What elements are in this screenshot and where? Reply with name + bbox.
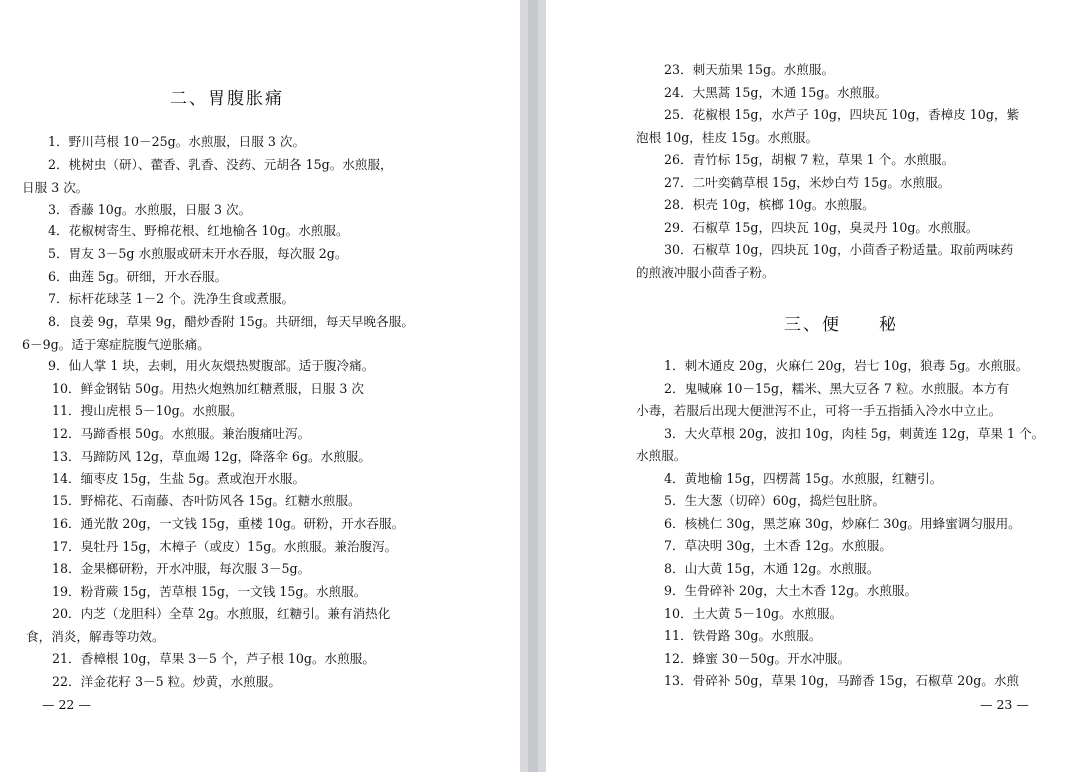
text-line: 4．黄地榆 15g，四楞蒿 15g。水煎服，红糖引。 — [664, 471, 943, 486]
text-line: 14．缅枣皮 15g，生盐 5g。煮或泡开水服。 — [52, 471, 306, 486]
text-line: 6．核桃仁 30g，黑芝麻 30g，炒麻仁 30g。用蜂蜜调匀服用。 — [664, 516, 1021, 531]
text-line: 7．标杆花球茎 1－2 个。洗净生食或煮服。 — [48, 291, 295, 306]
text-line: 3．大火草根 20g，波扣 10g，肉桂 5g，刺黄连 12g，草果 1 个。 — [664, 426, 1045, 441]
text-line: 8．山大黄 15g，木通 12g。水煎服。 — [664, 561, 880, 576]
text-line: 2．鬼喊麻 10－15g，糯米、黑大豆各 7 粒。水煎服。本方有 — [664, 381, 1010, 396]
text-line: 25．花椒根 15g，水芦子 10g，四块瓦 10g，香樟皮 10g，紫 — [664, 107, 1020, 122]
text-line: 17．臭牡丹 15g，木樟子（或皮）15g。水煎服。兼治腹泻。 — [52, 539, 398, 554]
text-line: 水煎服。 — [636, 448, 687, 463]
text-line: 19．粉背蕨 15g，苦草根 15g，一文钱 15g。水煎服。 — [52, 584, 367, 599]
text-line: 28．枳壳 10g，槟榔 10g。水煎服。 — [664, 197, 875, 212]
text-line: 4．花椒树寄生、野棉花根、红地榆各 10g。水煎服。 — [48, 223, 349, 238]
text-line: 6．曲莲 5g。研细，开水吞服。 — [48, 269, 228, 284]
text-line: 8．良姜 9g，草果 9g，醋炒香附 15g。共研细，每天早晚各服。 — [48, 314, 414, 329]
text-line: 泡根 10g，桂皮 15g。水煎服。 — [636, 130, 819, 145]
text-line: 10．鲜金钢钻 50g。用热火炮熟加红糖煮服，日服 3 次 — [52, 381, 365, 396]
text-line: 5．生大葱（切碎）60g，捣烂包肚脐。 — [664, 493, 886, 508]
page-gutter — [520, 0, 546, 772]
text-line: 15．野棉花、石南藤、杏叶防风各 15g。红糖水煎服。 — [52, 493, 361, 508]
text-line: 24．大黑蒿 15g，木通 15g。水煎服。 — [664, 85, 888, 100]
text-line: 22．洋金花籽 3－5 粒。炒黄，水煎服。 — [52, 674, 281, 689]
text-line: 13．马蹄防风 12g，草血竭 12g，降落伞 6g。水煎服。 — [52, 449, 371, 464]
text-line: 27．二叶奕鹤草根 15g，米炒白芍 15g。水煎服。 — [664, 175, 951, 190]
text-line: 9．仙人掌 1 块，去刺，用火灰煨热熨腹部。适于腹冷痛。 — [48, 358, 375, 373]
page-number: — 23 — — [980, 697, 1029, 712]
text-line: 2．桃树虫（研）、藿香、乳香、没药、元胡各 15g。水煎服， — [48, 157, 393, 172]
text-line: 1．刺木通皮 20g，火麻仁 20g，岩七 10g，狼毒 5g。水煎服。 — [664, 358, 1029, 373]
text-line: 9．生骨碎补 20g，大土木香 12g。水煎服。 — [664, 583, 918, 598]
text-line: 小毒，若服后出现大便泄泻不止，可将一手五指插入冷水中立止。 — [636, 403, 1002, 418]
text-line: 23．刺天茄果 15g。水煎服。 — [664, 62, 835, 77]
text-line: 16．通光散 20g，一文钱 15g，重楼 10g。研粉，开水吞服。 — [52, 516, 405, 531]
text-line: 10．土大黄 5－10g。水煎服。 — [664, 606, 843, 621]
text-line: 的煎液冲服小茴香子粉。 — [636, 265, 775, 280]
text-line: 11．搜山虎根 5－10g。水煎服。 — [52, 403, 243, 418]
text-line: 13．骨碎补 50g，草果 10g，马蹄香 15g，石椒草 20g。水煎 — [664, 673, 1020, 688]
gutter-divider — [528, 0, 538, 772]
section-heading: 三、便 秘 — [784, 315, 898, 335]
left-page — [0, 0, 520, 772]
text-line: 12．马蹄香根 50g。水煎服。兼治腹痛吐泻。 — [52, 426, 311, 441]
section-heading: 二、胃腹胀痛 — [170, 89, 284, 109]
text-line: 18．金果榔研粉，开水冲服，每次服 3－5g。 — [52, 561, 311, 576]
text-line: 30．石椒草 10g，四块瓦 10g，小茴香子粉适量。取前两味药 — [664, 242, 1014, 257]
text-line: 3．香藤 10g。水煎服，日服 3 次。 — [48, 202, 252, 217]
text-line: 7．草决明 30g，土木香 12g。水煎服。 — [664, 538, 892, 553]
text-line: 食，消炎，解毒等功效。 — [26, 629, 165, 644]
text-line: 6－9g。适于寒症脘腹气逆胀痛。 — [22, 337, 210, 352]
text-line: 日服 3 次。 — [22, 180, 89, 195]
text-line: 20．内芝（龙胆科）全草 2g。水煎服，红糖引。兼有消热化 — [52, 606, 391, 621]
text-line: 21．香樟根 10g，草果 3－5 个，芦子根 10g。水煎服。 — [52, 651, 375, 666]
text-line: 1．野川芎根 10－25g。水煎服，日服 3 次。 — [48, 134, 306, 149]
text-line: 26．青竹标 15g，胡椒 7 粒，草果 1 个。水煎服。 — [664, 152, 955, 167]
text-line: 12．蜂蜜 30－50g。开水冲服。 — [664, 651, 851, 666]
text-line: 29．石椒草 15g，四块瓦 10g，臭灵丹 10g。水煎服。 — [664, 220, 979, 235]
page-number: — 22 — — [42, 697, 91, 712]
right-page — [546, 0, 1088, 772]
text-line: 5．胃友 3－5g 水煎服或研末开水吞服，每次服 2g。 — [48, 246, 348, 261]
text-line: 11．铁骨路 30g。水煎服。 — [664, 628, 822, 643]
